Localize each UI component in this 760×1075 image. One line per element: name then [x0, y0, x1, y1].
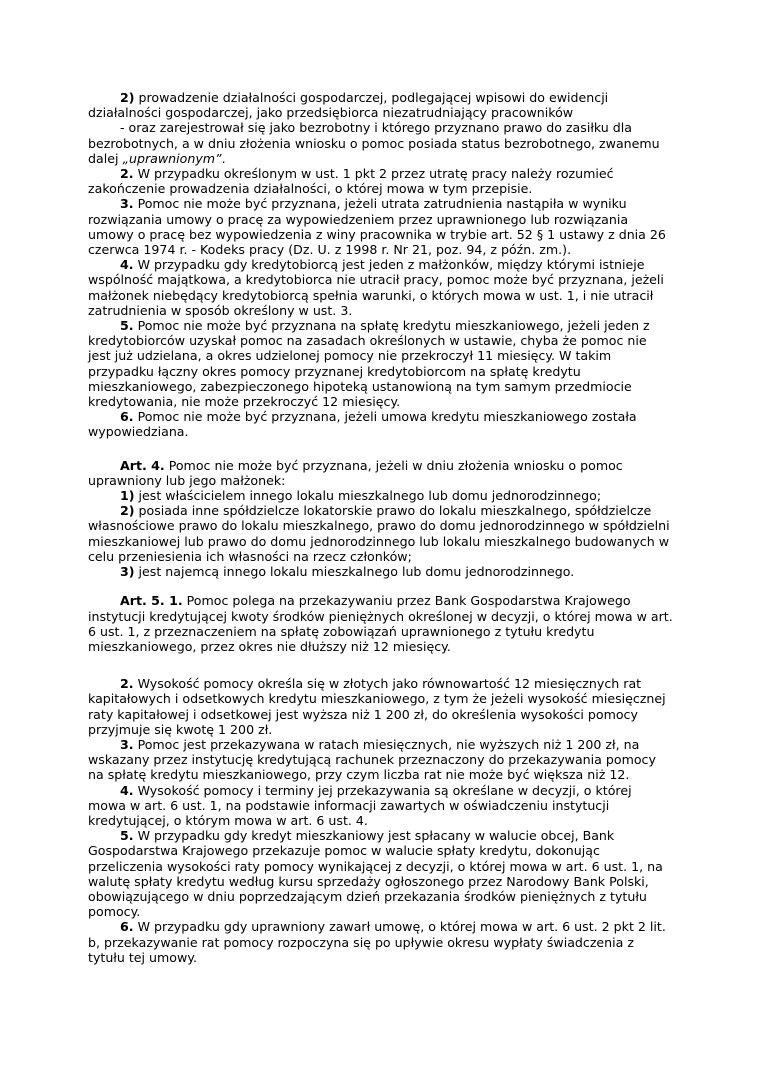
ust-text: Pomoc nie może być przyznana, jeżeli utrata zatrudnienia nastąpiła w wyniku rozwiązania umowy o pracę za wypowiedzeniem przez uprawnionego lub rozwiązania umowy o pracę bez wypowiedzenia z winy pracownika w trybie art. 52 § 1 ustawy z dnia 26 czerwca 1974 r. - Kodeks pracy (Dz. U. z 1998 r. Nr 21, poz. 94, z późn. zm.). — [88, 196, 666, 258]
ust-number: 3. — [120, 736, 134, 752]
spacer — [88, 654, 673, 676]
ust-text: W przypadku gdy kredyt mieszkaniowy jest spłacany w walucie obcej, Bank Gospodarstwa Krajowego przekazuje pomoc w walucie spłaty kredytu, dokonując przeliczenia wysokości raty pomocy wynikającej z decyzji, o której mowa w art. 6 ust. 1, na walutę spłaty kredytu według kursu sprzedaży ogłoszonego przez Narodowy Bank Polski, obowiązującego w dniu poprzedzającym dzień przekazania środków pieniężnych z tytułu pomocy. — [88, 828, 663, 920]
conditions-text: - oraz zarejestrował się jako bezrobotny i którego przyznano prawo do zasiłku dla bezrobotnych, a w dniu złożenia wniosku o pomoc posiada status bezrobotnego, zwanemu dalej — [88, 120, 660, 166]
paragraph-item-2 — [88, 90, 673, 120]
ust-number: 2. — [120, 166, 134, 182]
item-text: prowadzenie działalności gospodarczej, podlegającej wpisowi do ewidencji działalności gospodarczej, jako przedsiębiorca niezatrudniający pracowników — [88, 90, 609, 121]
paragraph-conditions — [88, 120, 673, 166]
document-body — [88, 90, 673, 965]
paragraph-art3-ust2 — [88, 166, 673, 196]
paragraph-art3-ust5 — [88, 318, 673, 409]
paragraph-art3-ust6 — [88, 409, 673, 439]
paragraph-art5-ust3 — [88, 737, 673, 783]
ust-text: Wysokość pomocy określa się w złotych jako równowartość 12 miesięcznych rat kapitałowych i odsetkowych kredytu mieszkaniowego, z tym że jeżeli wysokość miesięcznej raty kapitałowej i odsetkowej jest wyższa niż 1 200 zł, do określenia wysokości pomocy przyjmuje się kwotę 1 200 zł. — [88, 676, 666, 737]
ust-number: 4. — [120, 782, 134, 798]
defined-term: „uprawnionym” — [122, 150, 222, 166]
item-text: jest najemcą innego lokalu mieszkalnego lub domu jednorodzinnego. — [134, 564, 575, 580]
ust-number: 6. — [120, 919, 134, 935]
spacer — [88, 440, 673, 458]
ust-text: Pomoc jest przekazywana w ratach miesięcznych, nie wyższych niż 1 200 zł, na wskazany przez instytucję kredytującą rachunek przeznaczony do przekazywania pomocy na spłatę kredytu mieszkaniowego, przy czym liczba rat nie może być większa niż 12. — [88, 736, 656, 783]
paragraph-art5-ust2 — [88, 676, 673, 737]
item-number: 2) — [120, 503, 135, 519]
paragraph-art4-item2 — [88, 503, 673, 564]
paragraph-art4-intro — [88, 458, 673, 488]
ust-number: 5. — [120, 828, 134, 844]
article-heading: Art. 4. — [120, 457, 165, 473]
paragraph-art5-ust1 — [88, 593, 673, 654]
item-number: 3) — [120, 564, 135, 580]
ust-number: 4. — [120, 257, 134, 273]
ust-text: Pomoc nie może być przyznana, jeżeli umowa kredytu mieszkaniowego została wypowiedziana. — [88, 409, 637, 440]
paragraph-art5-ust4 — [88, 783, 673, 829]
conditions-tail: . — [221, 150, 226, 166]
ust-number: 3. — [120, 196, 134, 212]
ust-number: 2. — [120, 676, 134, 692]
item-text: jest właścicielem innego lokalu mieszkalnego lub domu jednorodzinnego; — [134, 488, 602, 504]
paragraph-art3-ust4 — [88, 257, 673, 318]
ust-text: W przypadku określonym w ust. 1 pkt 2 przez utratę pracy należy rozumieć zakończenie prowadzenia działalności, o której mowa w tym przepisie. — [88, 166, 614, 197]
article-heading: Art. 5. 1. — [120, 593, 183, 609]
ust-text: W przypadku gdy kredytobiorcą jest jeden z małżonków, między którymi istnieje wspólność majątkowa, a kredytobiorca nie utracił pracy, pomoc może być przyznana, jeżeli małżonek niebędący kredytobiorcą spełnia warunki, o których mowa w ust. 1, i nie utracił zatrudnienia w sposób określony w ust. 3. — [88, 257, 664, 318]
ust-number: 6. — [120, 409, 134, 425]
article-intro: Pomoc nie może być przyznana, jeżeli w dniu złożenia wniosku o pomoc uprawniony lub jego małżonek: — [88, 457, 623, 488]
ust-text: W przypadku gdy uprawniony zawarł umowę, o której mowa w art. 6 ust. 2 pkt 2 lit. b, przekazywanie rat pomocy rozpoczyna się po upływie okresu wypłaty świadczenia z tytułu tej umowy. — [88, 919, 666, 965]
spacer — [88, 579, 673, 593]
item-text: posiada inne spółdzielcze lokatorskie prawo do lokalu mieszkalnego, spółdzielcze własnościowe prawo do lokalu mieszkalnego, prawo do domu jednorodzinnego w spółdzielni mieszkaniowej lub prawo do domu jednorodzinnego lub lokalu mieszkalnego budowanych w celu przeniesienia ich własności na rzecz członków; — [88, 503, 670, 564]
ust-text: Wysokość pomocy i terminy jej przekazywania są określane w decyzji, o której mowa w art. 6 ust. 1, na podstawie informacji zawartych w oświadczeniu instytucji kredytującej, o którym mowa w art. 6 ust. 4. — [88, 782, 632, 828]
paragraph-art5-ust6 — [88, 919, 673, 965]
article-intro: Pomoc polega na przekazywaniu przez Bank Gospodarstwa Krajowego instytucji kredytującej kwoty środków pieniężnych określonej w decyzji, o której mowa w art. 6 ust. 1, z przeznaczeniem na spłatę zobowiązań uprawnionego z tytułu kredytu mieszkaniowego, przez okres nie dłuższy niż 12 miesięcy. — [88, 593, 673, 654]
ust-text: Pomoc nie może być przyznana na spłatę kredytu mieszkaniowego, jeżeli jeden z kredytobiorców uzyskał pomoc na zasadach określonych w ustawie, chyba że pomoc nie jest już udzielana, a okres udzielonej pomocy nie przekroczył 11 miesięcy. W takim przypadku łączny okres pomocy przyznanej kredytobiorcom na spłatę kredytu mieszkaniowego, zabezpieczonego hipoteką ustanowioną na tym samym przedmiocie kredytowania, nie może przekroczyć 12 miesięcy. — [88, 318, 650, 410]
ust-number: 5. — [120, 318, 134, 334]
item-number: 1) — [120, 488, 135, 504]
paragraph-art4-item3 — [88, 564, 673, 579]
paragraph-art3-ust3 — [88, 196, 673, 257]
paragraph-art5-ust5 — [88, 828, 673, 919]
paragraph-art4-item1 — [88, 488, 673, 503]
item-number: 2) — [120, 90, 135, 105]
